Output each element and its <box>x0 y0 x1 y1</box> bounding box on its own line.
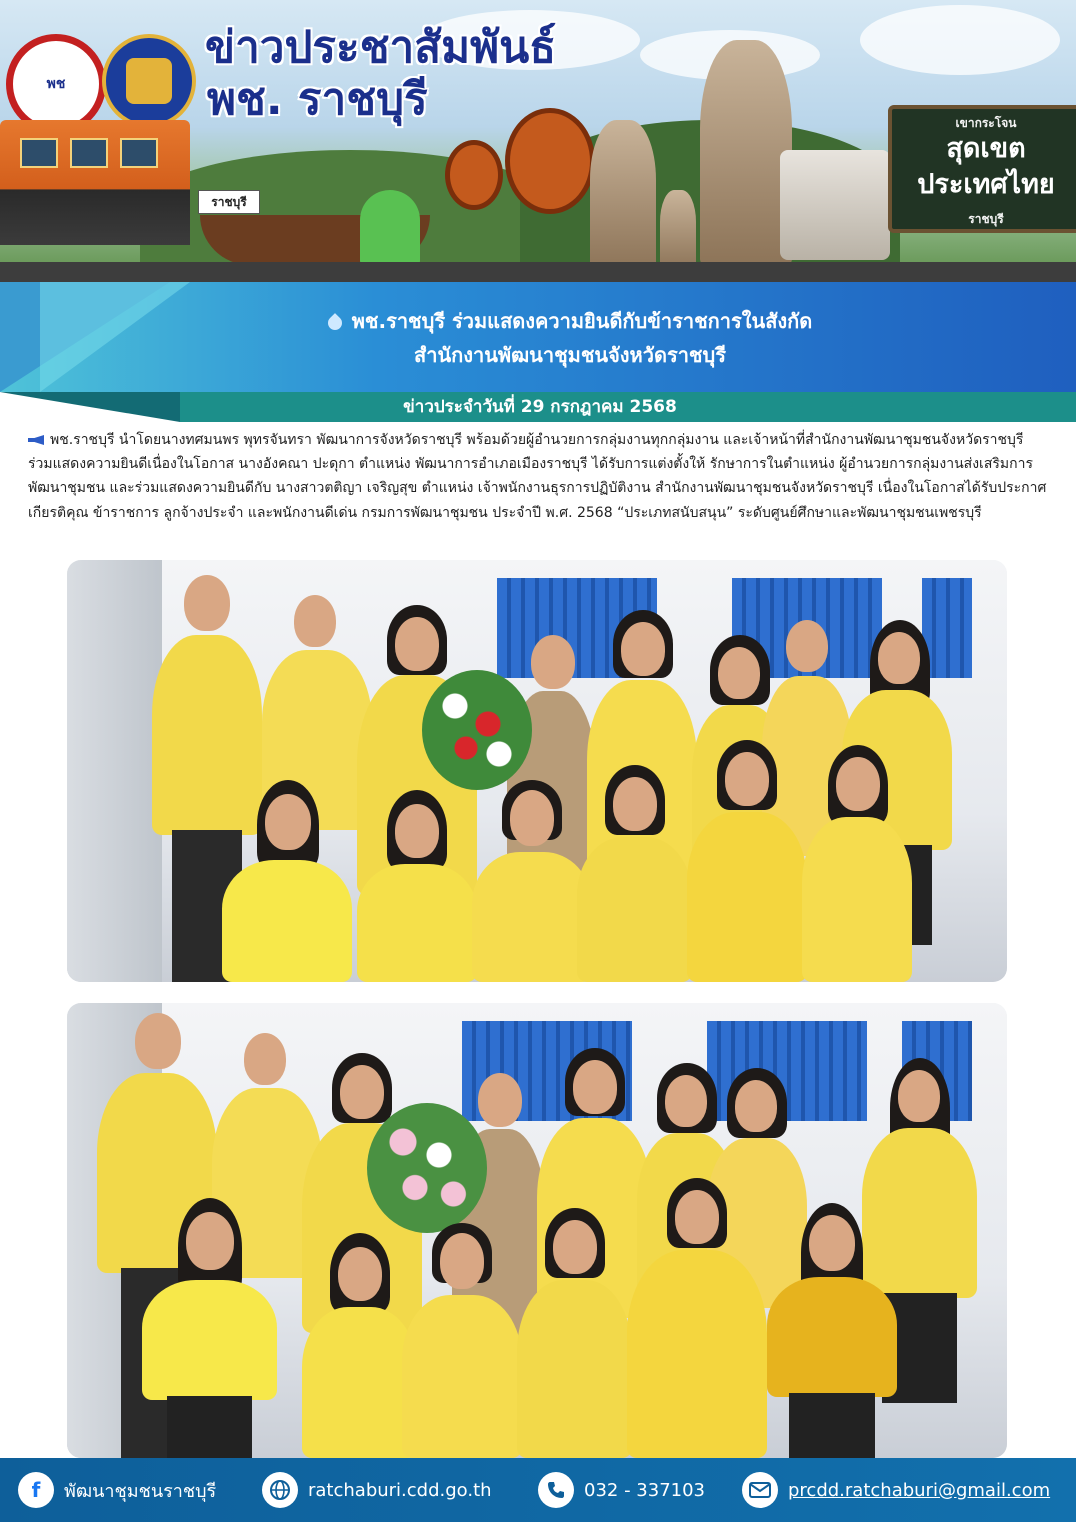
group-photo-1 <box>67 560 1007 982</box>
shadow-puppet <box>505 108 595 214</box>
train-window <box>20 138 58 168</box>
person <box>802 745 912 982</box>
train-window <box>120 138 158 168</box>
rail-track <box>0 262 1076 282</box>
phone-number: 032 - 337103 <box>584 1479 706 1501</box>
news-paragraph: พช.ราชบุรี นำโดยนางทศมนพร พุทรจันทรา พัฒนาการจังหวัดราชบุรี พร้อมด้วยผู้อำนวยการกลุ่มงานทุกกลุ่มงาน และเจ้าหน้าที่สำนักงานพัฒนาชุมชนจังหวัดราชบุรี ร่วมแสดงความยินดีเนื่องในโอกาส นางอังคณา ปะดุกา ตำแหน่ง พัฒนาการอำเภอเมืองราชบุรี ได้รับการแต่งตั้งให้ รักษาการในตำแหน่ง ผู้อำนวยการกลุ่มงานส่งเสริมการพัฒนาชุมชน และร่วมแสดงความยินดีกับ นางสาวตติญา เจริญสุข ตำแหน่ง เจ้าพนักงานธุรการปฏิบัติงาน สำนักงานพัฒนาชุมชนจังหวัดราชบุรี เนื่องในโอกาสได้รับประกาศเกียรติคุณ ข้าราชการ ลูกจ้างประจำ และพนักงานดีเด่น กรมการพัฒนาชุมชน ประจำปี พ.ศ. 2568 “ประเภทสนับสนุน” ระดับศูนย์ศึกษาและพัฒนาชุมชนเพชรบุรี <box>28 432 1047 521</box>
person <box>142 1198 277 1458</box>
droplet-icon <box>325 313 345 333</box>
header-banner <box>0 0 1076 282</box>
news-body <box>28 428 1048 525</box>
cdd-logo <box>6 34 106 134</box>
phone-glyph <box>546 1480 566 1500</box>
sign-top-text: เขากระโจน <box>955 116 1017 130</box>
pagoda <box>660 190 696 270</box>
person <box>687 740 807 982</box>
date-band <box>180 392 1076 422</box>
mail-glyph <box>749 1482 771 1498</box>
email-address: prcdd.ratchaburi@gmail.com <box>788 1479 1051 1501</box>
decor-triangle <box>40 282 190 392</box>
news-date: ข่าวประจำวันที่ 29 กรกฎาคม 2568 <box>403 397 677 417</box>
website-url: ratchaburi.cdd.go.th <box>308 1479 492 1501</box>
banner-title-line2: พช. ราชบุรี <box>207 74 428 125</box>
shadow-puppet <box>445 140 503 210</box>
cloud <box>860 5 1060 75</box>
flower-bouquet <box>367 1103 487 1233</box>
logo-text: พช <box>46 76 66 92</box>
email-link[interactable] <box>742 1472 1050 1508</box>
contact-footer <box>0 1458 1076 1522</box>
date-band-accent <box>0 392 180 422</box>
cabinet <box>67 560 162 982</box>
person <box>302 1233 417 1458</box>
sign-title-text: สุดเขตประเทศไทย <box>917 133 1055 200</box>
person <box>517 1208 632 1458</box>
train-window <box>70 138 108 168</box>
province-seal <box>102 34 196 128</box>
person <box>577 765 692 982</box>
headline <box>250 304 890 372</box>
facebook-page-name: พัฒนาชุมชนราชบุรี <box>64 1480 217 1502</box>
megaphone-icon <box>28 435 44 445</box>
temple-building <box>780 150 890 260</box>
person <box>472 780 592 982</box>
group-photo-2 <box>67 1003 1007 1458</box>
facebook-icon: f <box>18 1472 54 1508</box>
province-signboard <box>888 105 1076 233</box>
headline-band <box>0 282 1076 392</box>
person <box>627 1178 767 1458</box>
sign-bottom-text: ราชบุรี <box>968 212 1004 226</box>
person <box>402 1223 522 1458</box>
headline-line2: สำนักงานพัฒนาชุมชนจังหวัดราชบุรี <box>414 343 726 367</box>
flower-bouquet <box>422 670 532 790</box>
banner-title <box>205 22 556 126</box>
person <box>222 780 352 982</box>
phone-link[interactable] <box>538 1472 705 1508</box>
person <box>357 790 477 982</box>
globe-glyph <box>269 1479 291 1501</box>
banner-title-line1: ข่าวประชาสัมพันธ์ <box>205 22 557 73</box>
website-link[interactable] <box>262 1472 492 1508</box>
headline-line1: พช.ราชบุรี ร่วมแสดงความยินดีกับข้าราชการในสังกัด <box>351 309 813 333</box>
facebook-link[interactable] <box>18 1472 216 1508</box>
person <box>767 1203 897 1458</box>
globe-icon <box>262 1472 298 1508</box>
pagoda <box>700 40 792 265</box>
seal-emblem <box>126 58 172 104</box>
pagoda <box>590 120 656 270</box>
vendor-figure <box>360 190 420 265</box>
phone-icon <box>538 1472 574 1508</box>
train-image <box>0 120 190 245</box>
mail-icon <box>742 1472 778 1508</box>
station-sign: ราชบุรี <box>198 190 260 214</box>
